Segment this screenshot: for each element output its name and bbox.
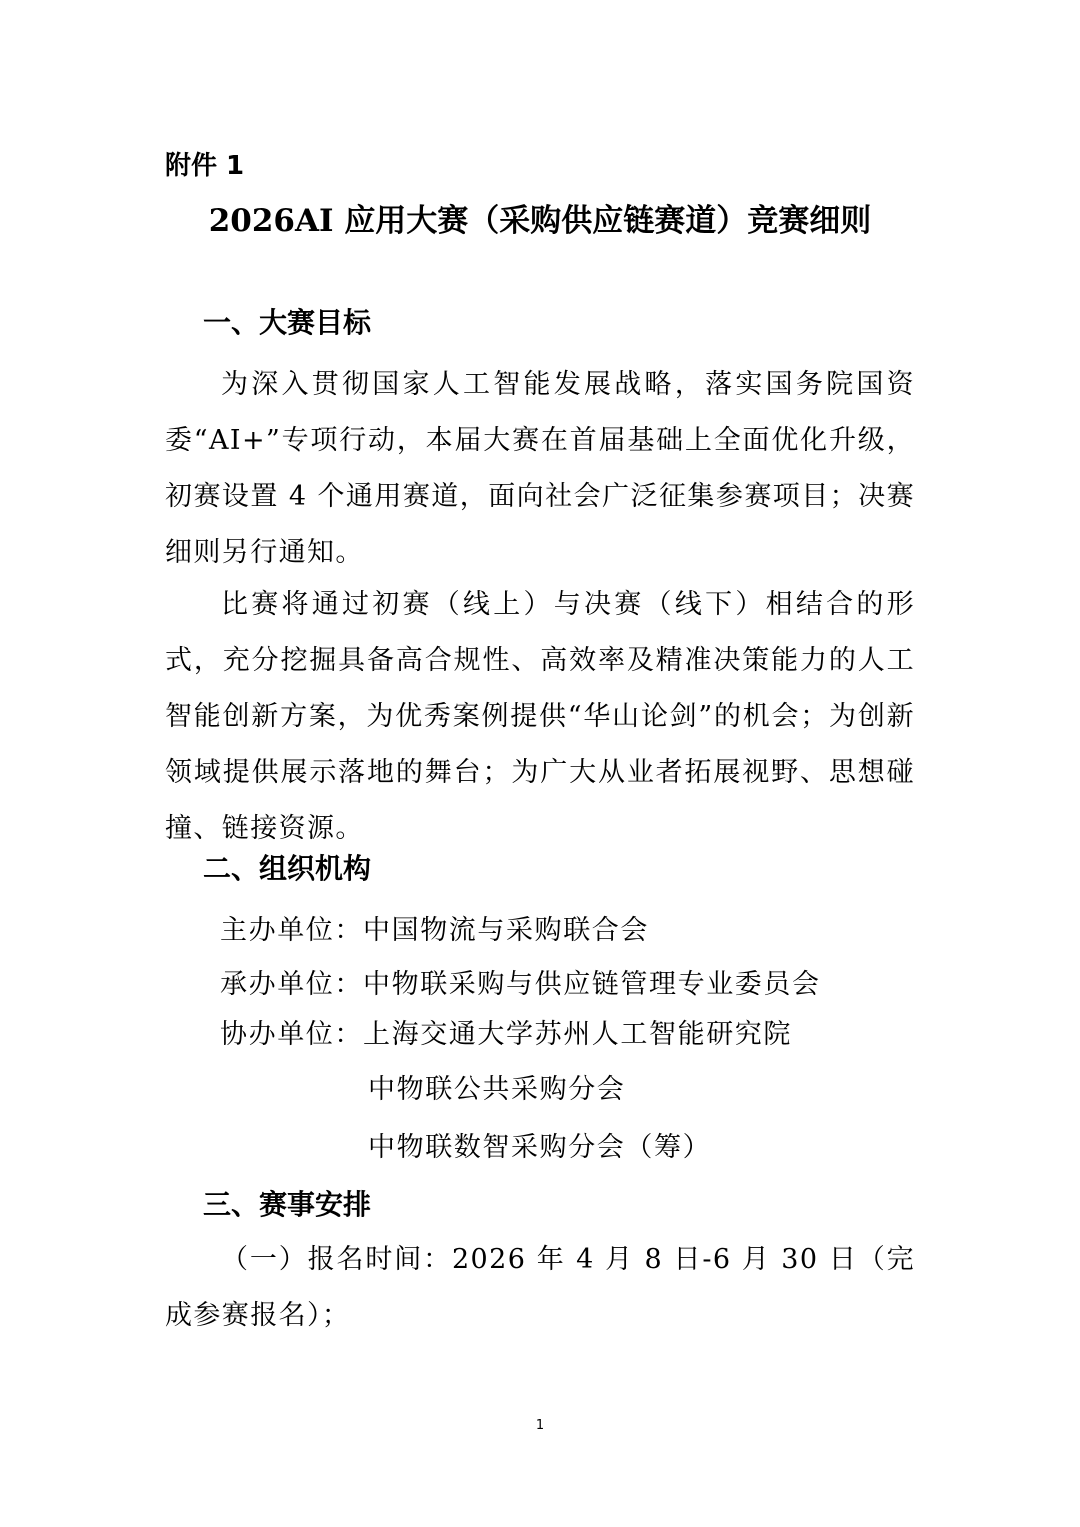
attachment-label: 附件 1 <box>165 151 245 181</box>
host-unit: 主办单位：中国物流与采购联合会 <box>220 915 649 946</box>
document-title: 2026AI 应用大赛（采购供应链赛道）竞赛细则 <box>208 203 872 239</box>
registration-time: （一）报名时间：2026 年 4 月 8 日-6 月 30 日（完成参赛报名）； <box>165 1244 915 1331</box>
section-heading-organization: 二、组织机构 <box>203 852 372 885</box>
co-organizer-unit: 协办单位：上海交通大学苏州人工智能研究院 <box>220 1019 792 1050</box>
organizer-unit: 承办单位：中物联采购与供应链管理专业委员会 <box>220 969 821 1000</box>
goal-paragraph-1: 为深入贯彻国家人工智能发展战略，落实国务院国资委“AI+”专项行动，本届大赛在首届基础上全面优化升级，初赛设置 4 个通用赛道，面向社会广泛征集参赛项目；决赛细则另行通知。 <box>165 369 915 568</box>
goal-paragraph-2: 比赛将通过初赛（线上）与决赛（线下）相结合的形式，充分挖掘具备高合规性、高效率及精准决策能力的人工智能创新方案，为优秀案例提供“华山论剑”的机会；为创新领域提供展示落地的舞台；为广大从业者拓展视野、思想碰撞、链接资源。 <box>165 589 915 844</box>
section-heading-schedule: 三、赛事安排 <box>203 1188 372 1221</box>
section-heading-goal: 一、大赛目标 <box>203 306 372 339</box>
co-organizer-2: 中物联公共采购分会 <box>368 1074 626 1105</box>
co-organizer-3: 中物联数智采购分会（筹） <box>368 1132 712 1163</box>
page-number: 1 <box>535 1418 545 1433</box>
